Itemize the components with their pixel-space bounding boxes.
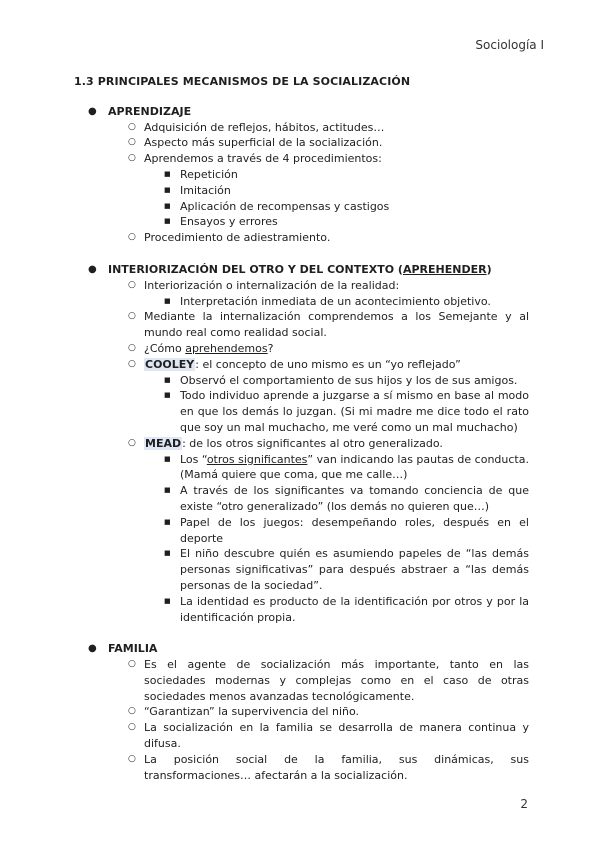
- list-item: ■ Los “otros significantes” van indicando las pautas de conducta. (Mamá quiere que coma, que me calle…): [164, 452, 529, 482]
- list-item: ○ Procedimiento de adiestramiento.: [128, 231, 331, 245]
- list-item: ○ ¿Cómo aprehendemos?: [128, 341, 274, 355]
- list-item: ○ La posición social de la familia, sus dinámicas, sus transformaciones… afectarán a la socialización.: [128, 752, 529, 782]
- section-title: 1.3 PRINCIPALES MECANISMOS DE LA SOCIALIZACIÓN: [74, 75, 411, 88]
- list-item: ○ Es el agente de socialización más importante, tanto en las sociedades modernas y complejas como en el caso de otras sociedades menos avanzadas tecnológicamente.: [128, 658, 529, 703]
- list-item: ○ Interiorización o internalización de la realidad: ■ Interpretación inmediata de un acontecimiento objetivo.: [144, 278, 529, 310]
- list-item: ■ A través de los significantes va tomando conciencia de que existe “otro generalizado” (los demás no quieren que…): [164, 484, 529, 513]
- header-subject: Sociología I: [475, 38, 544, 52]
- list-item: ■ Observó el comportamiento de sus hijos y los de sus amigos.: [164, 373, 518, 387]
- list-item: ○ Aspecto más superficial de la socialización.: [128, 136, 383, 150]
- list-item: ○ “Garantizan” la supervivencia del niño.: [128, 705, 360, 719]
- list-item: ■ Interpretación inmediata de un acontecimiento objetivo.: [164, 294, 491, 308]
- heading-interiorizacion: ● INTERIORIZACIÓN DEL OTRO Y DEL CONTEXTO (APREHENDER): [88, 262, 492, 276]
- list-item: ○ MEAD: de los otros significantes al otro generalizado. ■ Los “otros significantes” van indicando las pautas de conducta. (Mamá quiere que coma, que me calle…) ■ A través de los significantes va tomando conciencia de que existe “otro generalizado” (los demás no quieren que…) ■ Papel de los juegos: desempeñando roles, después en el deporte ■ El niño descubre quién es asumiendo papeles de “las demás personas significativas” para después abstraer a “las demás personas de la sociedad”. ■ La identidad es producto de la identificación por otros y por la identificación propia.: [128, 436, 529, 624]
- aprendizaje-list: [74, 120, 529, 246]
- page-number: 2: [520, 797, 528, 811]
- bullet-disc-icon: ●: [88, 263, 97, 275]
- aprendizaje-heading: APRENDIZAJE: [108, 104, 192, 118]
- list-item: ■ Repetición: [164, 167, 238, 181]
- procedures-list: [144, 167, 529, 230]
- heading-aprendizaje: [74, 104, 529, 120]
- bullet-circle-icon: ○: [128, 659, 136, 670]
- aprehender-link[interactable]: APREHENDER: [402, 262, 487, 276]
- bullet-circle-icon: ○: [128, 279, 136, 290]
- bullet-square-icon: ■: [164, 296, 171, 305]
- list-item: ○ COOLEY: el concepto de uno mismo es un “yo reflejado” ■ Observó el comportamiento de sus hijos y los de sus amigos. ■ Todo individuo aprende a juzgarse a sí mismo en base al modo en que los demás lo juzgan. (Si mi madre me dice todo el rato que soy un mal muchacho, me veré como un mal muchacho): [128, 357, 529, 434]
- bullet-square-icon: ■: [164, 169, 171, 178]
- bullet-square-icon: ■: [164, 375, 171, 384]
- bullet-circle-icon: ○: [128, 153, 136, 164]
- interiorizacion-list: [74, 278, 529, 626]
- bullet-circle-icon: ○: [128, 706, 136, 717]
- document-body: [74, 74, 529, 783]
- list-item: ○ Mediante la internalización comprendemos a los Semejante y al mundo real como realidad social.: [128, 310, 529, 340]
- list-item: ■ Ensayos y errores: [164, 215, 278, 229]
- bullet-circle-icon: ○: [128, 137, 136, 148]
- list-item: ■ El niño descubre quién es asumiendo papeles de “las demás personas significativas” para después abstraer a “las demás personas de la sociedad”.: [164, 547, 529, 592]
- bullet-disc-icon: ●: [88, 105, 97, 117]
- bullet-square-icon: ■: [164, 596, 171, 605]
- bullet-disc-icon: ●: [88, 643, 97, 655]
- familia-list: [74, 657, 529, 783]
- bullet-square-icon: ■: [164, 391, 171, 400]
- list-item: ○ La socialización en la familia se desarrolla de manera continua y difusa.: [128, 721, 529, 751]
- aprehendemos-link[interactable]: aprehendemos: [185, 341, 268, 355]
- list-item: ■ Todo individuo aprende a juzgarse a sí mismo en base al modo en que los demás lo juzgan. (Si mi madre me dice todo el rato que soy un mal muchacho, me veré como un mal muchacho): [164, 389, 529, 434]
- bullet-square-icon: ■: [164, 217, 171, 226]
- list-item: ○ Aprendemos a través de 4 procedimientos: ■ Repetición ■ Imitación ■ Aplicación de recompensas y castigos ■ Ensayos y errores: [144, 151, 529, 230]
- bullet-square-icon: ■: [164, 454, 171, 463]
- bullet-circle-icon: ○: [128, 358, 136, 369]
- bullet-circle-icon: ○: [128, 232, 136, 243]
- list-item: ■ La identidad es producto de la identificación por otros y por la identificación propia.: [164, 594, 529, 624]
- otros-significantes-link[interactable]: otros significantes: [206, 452, 308, 466]
- bullet-circle-icon: ○: [128, 121, 136, 132]
- bullet-circle-icon: ○: [128, 342, 136, 353]
- bullet-circle-icon: ○: [128, 722, 136, 733]
- bullet-circle-icon: ○: [128, 753, 136, 764]
- bullet-square-icon: ■: [164, 549, 171, 558]
- bullet-square-icon: ■: [164, 201, 171, 210]
- bullet-circle-icon: ○: [128, 437, 136, 448]
- list-item: ■ Imitación: [164, 183, 231, 197]
- list-item: ■ Aplicación de recompensas y castigos: [164, 199, 390, 213]
- bullet-square-icon: ■: [164, 185, 171, 194]
- list-item: ■ Papel de los juegos: desempeñando roles, después en el deporte: [164, 515, 529, 545]
- bullet-circle-icon: ○: [128, 311, 136, 322]
- bullet-square-icon: ■: [164, 517, 171, 526]
- heading-familia: ● FAMILIA: [88, 642, 158, 656]
- list-item: ○ Adquisición de reflejos, hábitos, actitudes…: [128, 120, 385, 134]
- mead-highlight: MEAD: [145, 436, 182, 450]
- bullet-square-icon: ■: [164, 486, 171, 495]
- cooley-highlight: COOLEY: [145, 357, 195, 371]
